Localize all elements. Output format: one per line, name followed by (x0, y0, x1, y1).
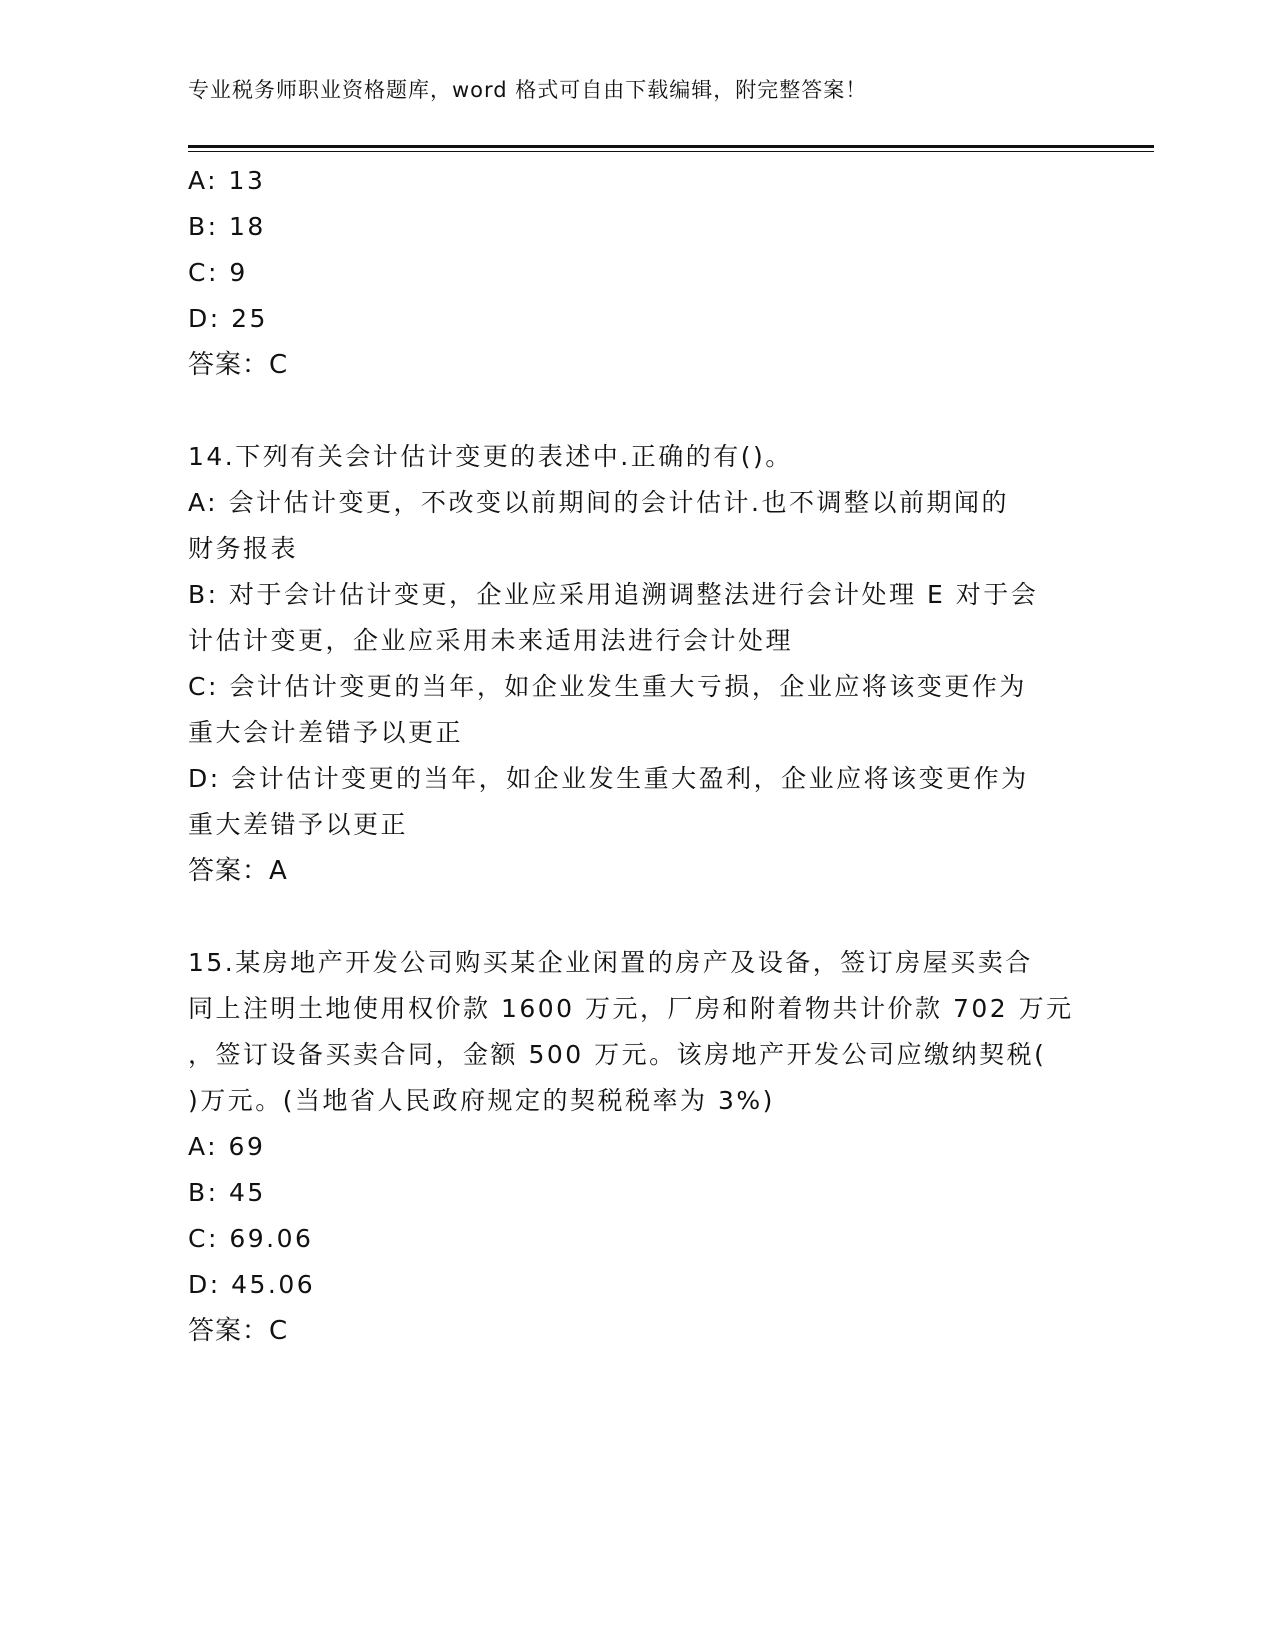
q13-option-d: D: 25 (188, 304, 268, 333)
spacer (188, 388, 1088, 434)
q13-answer: 答案：C (188, 350, 289, 380)
q13-option-a: A: 13 (188, 166, 266, 195)
q14-option-d-line-2: 重大差错予以更正 (188, 810, 409, 839)
question-14-block (188, 434, 1088, 894)
q14-option-c-line-1: C: 会计估计变更的当年，如企业发生重大亏损，企业应将该变更作为 (188, 672, 1027, 701)
q14-option-c-line-2: 重大会计差错予以更正 (188, 718, 464, 747)
q14-stem: 14.下列有关会计估计变更的表述中.正确的有()。 (188, 442, 793, 471)
q14-option-d-line-1: D: 会计估计变更的当年，如企业发生重大盈利，企业应将该变更作为 (188, 764, 1029, 793)
q13-option-c: C: 9 (188, 258, 248, 287)
q15-option-b: B: 45 (188, 1178, 266, 1207)
question-13-block (188, 158, 1088, 388)
q15-stem-line-2: 同上注明土地使用权价款 1600 万元，厂房和附着物共计价款 702 万元 (188, 994, 1074, 1023)
question-15-block (188, 940, 1088, 1354)
question-content (188, 158, 1088, 1354)
q15-stem-line-1: 15.某房地产开发公司购买某企业闲置的房产及设备，签订房屋买卖合 (188, 948, 1033, 977)
q15-stem-line-4: )万元。(当地省人民政府规定的契税税率为 3%) (188, 1086, 775, 1115)
q15-option-a: A: 69 (188, 1132, 266, 1161)
page-header: 专业税务师职业资格题库，word 格式可自由下载编辑，附完整答案！ (188, 78, 868, 102)
q15-option-c: C: 69.06 (188, 1224, 314, 1253)
header-rule-thin (188, 151, 1154, 152)
spacer (188, 894, 1088, 940)
q14-option-b-line-1: B: 对于会计估计变更，企业应采用追溯调整法进行会计处理 E 对于会 (188, 580, 1039, 609)
header-rule-thick (188, 145, 1154, 148)
q15-answer: 答案：C (188, 1316, 289, 1346)
q14-option-b-line-2: 计估计变更，企业应采用未来适用法进行会计处理 (188, 626, 794, 655)
q15-option-d: D: 45.06 (188, 1270, 316, 1299)
q14-option-a-line-2: 财务报表 (188, 534, 299, 563)
q15-stem-line-3: ，签订设备买卖合同，金额 500 万元。该房地产开发公司应缴纳契税( (188, 1040, 1047, 1069)
q14-answer: 答案：A (188, 856, 288, 886)
q13-option-b: B: 18 (188, 212, 266, 241)
q14-option-a-line-1: A: 会计估计变更，不改变以前期间的会计估计.也不调整以前期闻的 (188, 488, 1009, 517)
